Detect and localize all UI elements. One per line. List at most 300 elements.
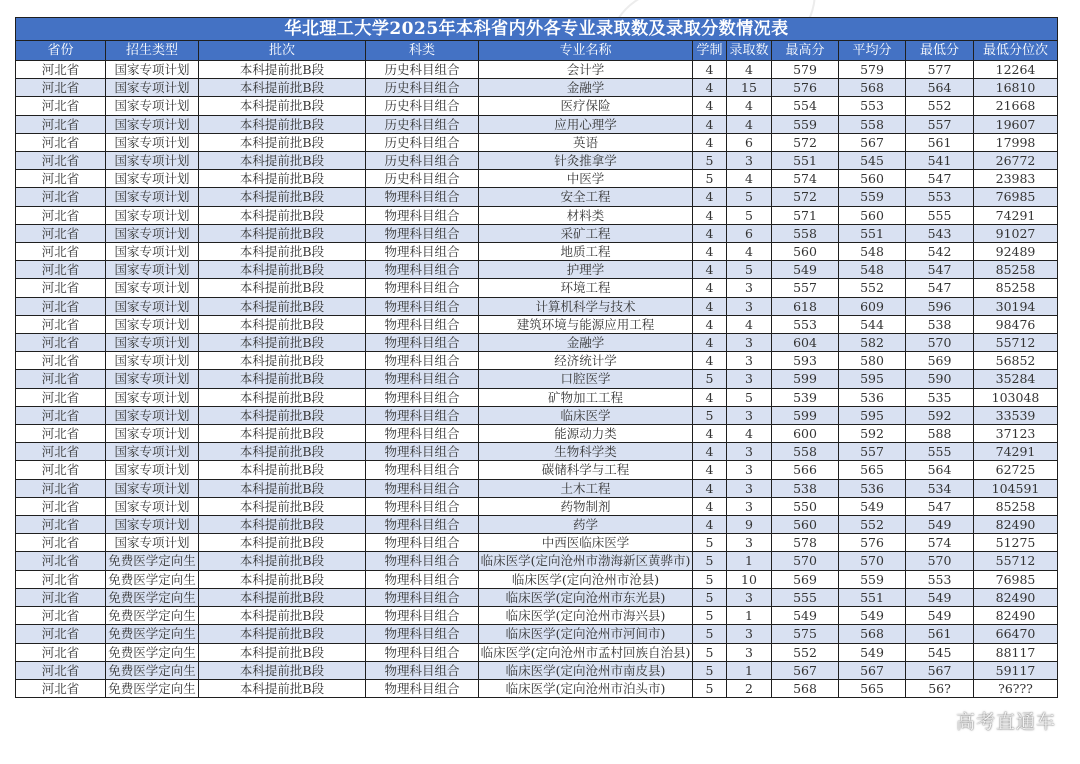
- cell-min-score: 552: [906, 97, 974, 115]
- cell-duration: 4: [693, 97, 727, 115]
- table-row: [16, 243, 1058, 261]
- table-row: [16, 97, 1058, 115]
- cell-max-score: 558: [772, 443, 839, 461]
- cell-enroll-type: 免费医学定向生: [106, 570, 199, 588]
- cell-avg-score: 552: [839, 279, 906, 297]
- cell-enroll-type: 国家专项计划: [106, 388, 199, 406]
- cell-enroll-type: 国家专项计划: [106, 425, 199, 443]
- cell-admitted-count: 1: [727, 607, 772, 625]
- cell-subject-category: 物理科目组合: [366, 497, 479, 515]
- cell-max-score: 566: [772, 461, 839, 479]
- cell-major-name: 临床医学(定向沧州市海兴县): [479, 607, 693, 625]
- cell-major-name: 药物制剂: [479, 497, 693, 515]
- cell-batch: 本科提前批B段: [199, 625, 366, 643]
- cell-major-name: 碳储科学与工程: [479, 461, 693, 479]
- cell-max-score: 571: [772, 206, 839, 224]
- table-row: [16, 224, 1058, 242]
- cell-province: 河北省: [16, 534, 106, 552]
- cell-min-score: 592: [906, 406, 974, 424]
- cell-min-rank: 30194: [974, 297, 1058, 315]
- cell-duration: 4: [693, 261, 727, 279]
- cell-admitted-count: 3: [727, 443, 772, 461]
- cell-batch: 本科提前批B段: [199, 607, 366, 625]
- table-row: [16, 516, 1058, 534]
- column-header-province: 省份: [16, 41, 106, 61]
- cell-min-rank: ?6???: [974, 679, 1058, 697]
- cell-major-name: 临床医学: [479, 406, 693, 424]
- table-body: [16, 61, 1058, 698]
- cell-min-rank: 12264: [974, 61, 1058, 79]
- cell-enroll-type: 国家专项计划: [106, 279, 199, 297]
- cell-avg-score: 592: [839, 425, 906, 443]
- cell-min-rank: 85258: [974, 497, 1058, 515]
- cell-admitted-count: 3: [727, 297, 772, 315]
- cell-avg-score: 551: [839, 224, 906, 242]
- cell-subject-category: 物理科目组合: [366, 479, 479, 497]
- cell-avg-score: 580: [839, 352, 906, 370]
- cell-province: 河北省: [16, 188, 106, 206]
- cell-major-name: 生物科学类: [479, 443, 693, 461]
- cell-admitted-count: 1: [727, 661, 772, 679]
- cell-duration: 4: [693, 188, 727, 206]
- cell-batch: 本科提前批B段: [199, 79, 366, 97]
- table-row: [16, 679, 1058, 697]
- cell-major-name: 口腔医学: [479, 370, 693, 388]
- table-row: [16, 115, 1058, 133]
- cell-duration: 4: [693, 516, 727, 534]
- cell-major-name: 采矿工程: [479, 224, 693, 242]
- cell-batch: 本科提前批B段: [199, 170, 366, 188]
- table-row: [16, 625, 1058, 643]
- table-row: [16, 334, 1058, 352]
- cell-subject-category: 物理科目组合: [366, 661, 479, 679]
- cell-duration: 4: [693, 61, 727, 79]
- cell-duration: 5: [693, 534, 727, 552]
- cell-duration: 4: [693, 388, 727, 406]
- cell-avg-score: 549: [839, 643, 906, 661]
- watermark-text: 高考直通车: [955, 711, 1056, 733]
- cell-batch: 本科提前批B段: [199, 643, 366, 661]
- cell-min-score: 553: [906, 570, 974, 588]
- cell-duration: 5: [693, 406, 727, 424]
- cell-duration: 4: [693, 297, 727, 315]
- column-header-min-rank: 最低分位次: [974, 41, 1058, 61]
- cell-duration: 4: [693, 115, 727, 133]
- cell-max-score: 618: [772, 297, 839, 315]
- cell-batch: 本科提前批B段: [199, 461, 366, 479]
- cell-min-score: 535: [906, 388, 974, 406]
- cell-enroll-type: 国家专项计划: [106, 115, 199, 133]
- cell-min-score: 541: [906, 152, 974, 170]
- cell-subject-category: 物理科目组合: [366, 279, 479, 297]
- cell-duration: 5: [693, 588, 727, 606]
- cell-min-score: 569: [906, 352, 974, 370]
- cell-min-score: 590: [906, 370, 974, 388]
- cell-min-rank: 92489: [974, 243, 1058, 261]
- cell-duration: 4: [693, 352, 727, 370]
- cell-admitted-count: 4: [727, 170, 772, 188]
- cell-admitted-count: 3: [727, 352, 772, 370]
- cell-avg-score: 567: [839, 133, 906, 151]
- cell-max-score: 600: [772, 425, 839, 443]
- cell-subject-category: 物理科目组合: [366, 315, 479, 333]
- cell-province: 河北省: [16, 443, 106, 461]
- cell-min-rank: 51275: [974, 534, 1058, 552]
- cell-admitted-count: 3: [727, 534, 772, 552]
- cell-avg-score: 552: [839, 516, 906, 534]
- cell-duration: 4: [693, 443, 727, 461]
- cell-avg-score: 560: [839, 206, 906, 224]
- cell-avg-score: 609: [839, 297, 906, 315]
- cell-province: 河北省: [16, 479, 106, 497]
- cell-avg-score: 559: [839, 570, 906, 588]
- cell-min-rank: 37123: [974, 425, 1058, 443]
- cell-enroll-type: 免费医学定向生: [106, 552, 199, 570]
- cell-avg-score: 557: [839, 443, 906, 461]
- cell-major-name: 矿物加工工程: [479, 388, 693, 406]
- cell-major-name: 环境工程: [479, 279, 693, 297]
- cell-avg-score: 536: [839, 479, 906, 497]
- cell-admitted-count: 5: [727, 206, 772, 224]
- cell-subject-category: 历史科目组合: [366, 61, 479, 79]
- cell-max-score: 599: [772, 406, 839, 424]
- cell-batch: 本科提前批B段: [199, 97, 366, 115]
- cell-subject-category: 历史科目组合: [366, 79, 479, 97]
- cell-admitted-count: 3: [727, 461, 772, 479]
- cell-batch: 本科提前批B段: [199, 516, 366, 534]
- cell-province: 河北省: [16, 79, 106, 97]
- cell-batch: 本科提前批B段: [199, 552, 366, 570]
- cell-subject-category: 物理科目组合: [366, 388, 479, 406]
- cell-max-score: 604: [772, 334, 839, 352]
- cell-duration: 5: [693, 552, 727, 570]
- cell-duration: 4: [693, 461, 727, 479]
- cell-avg-score: 582: [839, 334, 906, 352]
- cell-max-score: 554: [772, 97, 839, 115]
- cell-province: 河北省: [16, 552, 106, 570]
- cell-subject-category: 物理科目组合: [366, 588, 479, 606]
- cell-min-score: 570: [906, 552, 974, 570]
- table-row: [16, 588, 1058, 606]
- cell-major-name: 中医学: [479, 170, 693, 188]
- cell-min-score: 549: [906, 516, 974, 534]
- cell-enroll-type: 国家专项计划: [106, 61, 199, 79]
- table-row: [16, 607, 1058, 625]
- cell-province: 河北省: [16, 625, 106, 643]
- cell-duration: 4: [693, 425, 727, 443]
- cell-major-name: 临床医学(定向沧州市东光县): [479, 588, 693, 606]
- cell-max-score: 568: [772, 679, 839, 697]
- cell-min-rank: 82490: [974, 516, 1058, 534]
- cell-enroll-type: 免费医学定向生: [106, 607, 199, 625]
- cell-duration: 4: [693, 334, 727, 352]
- cell-min-score: 547: [906, 170, 974, 188]
- cell-province: 河北省: [16, 352, 106, 370]
- cell-min-score: 538: [906, 315, 974, 333]
- cell-enroll-type: 国家专项计划: [106, 352, 199, 370]
- cell-subject-category: 物理科目组合: [366, 243, 479, 261]
- cell-subject-category: 物理科目组合: [366, 261, 479, 279]
- cell-min-rank: 74291: [974, 206, 1058, 224]
- cell-major-name: 针灸推拿学: [479, 152, 693, 170]
- cell-major-name: 地质工程: [479, 243, 693, 261]
- cell-admitted-count: 2: [727, 679, 772, 697]
- cell-duration: 4: [693, 206, 727, 224]
- cell-min-rank: 62725: [974, 461, 1058, 479]
- cell-avg-score: 576: [839, 534, 906, 552]
- table-row: [16, 315, 1058, 333]
- cell-duration: 5: [693, 570, 727, 588]
- cell-major-name: 土木工程: [479, 479, 693, 497]
- cell-batch: 本科提前批B段: [199, 224, 366, 242]
- cell-min-rank: 35284: [974, 370, 1058, 388]
- cell-major-name: 临床医学(定向沧州市渤海新区黄骅市): [479, 552, 693, 570]
- cell-major-name: 临床医学(定向沧州市沧县): [479, 570, 693, 588]
- cell-min-score: 561: [906, 625, 974, 643]
- cell-duration: 5: [693, 643, 727, 661]
- cell-batch: 本科提前批B段: [199, 188, 366, 206]
- cell-batch: 本科提前批B段: [199, 679, 366, 697]
- cell-admitted-count: 4: [727, 97, 772, 115]
- cell-min-rank: 23983: [974, 170, 1058, 188]
- cell-admitted-count: 5: [727, 388, 772, 406]
- cell-province: 河北省: [16, 261, 106, 279]
- cell-avg-score: 579: [839, 61, 906, 79]
- cell-subject-category: 物理科目组合: [366, 370, 479, 388]
- cell-enroll-type: 国家专项计划: [106, 188, 199, 206]
- cell-major-name: 英语: [479, 133, 693, 151]
- table-row: [16, 643, 1058, 661]
- table-row: [16, 534, 1058, 552]
- cell-major-name: 计算机科学与技术: [479, 297, 693, 315]
- cell-batch: 本科提前批B段: [199, 261, 366, 279]
- cell-duration: 5: [693, 625, 727, 643]
- cell-major-name: 医疗保险: [479, 97, 693, 115]
- cell-max-score: 599: [772, 370, 839, 388]
- cell-subject-category: 物理科目组合: [366, 224, 479, 242]
- cell-duration: 4: [693, 79, 727, 97]
- cell-min-score: 588: [906, 425, 974, 443]
- cell-admitted-count: 4: [727, 61, 772, 79]
- cell-min-score: 555: [906, 206, 974, 224]
- cell-min-rank: 76985: [974, 188, 1058, 206]
- table-row: [16, 497, 1058, 515]
- cell-province: 河北省: [16, 279, 106, 297]
- column-header-enroll-type: 招生类型: [106, 41, 199, 61]
- cell-duration: 4: [693, 315, 727, 333]
- cell-max-score: 539: [772, 388, 839, 406]
- cell-enroll-type: 国家专项计划: [106, 534, 199, 552]
- cell-subject-category: 物理科目组合: [366, 297, 479, 315]
- cell-enroll-type: 国家专项计划: [106, 370, 199, 388]
- cell-max-score: 550: [772, 497, 839, 515]
- cell-admitted-count: 1: [727, 552, 772, 570]
- cell-max-score: 569: [772, 570, 839, 588]
- cell-max-score: 557: [772, 279, 839, 297]
- cell-major-name: 能源动力类: [479, 425, 693, 443]
- table-row: [16, 370, 1058, 388]
- cell-min-rank: 76985: [974, 570, 1058, 588]
- cell-duration: 5: [693, 170, 727, 188]
- table-row: [16, 661, 1058, 679]
- cell-max-score: 560: [772, 243, 839, 261]
- cell-subject-category: 历史科目组合: [366, 170, 479, 188]
- cell-admitted-count: 15: [727, 79, 772, 97]
- cell-batch: 本科提前批B段: [199, 352, 366, 370]
- cell-batch: 本科提前批B段: [199, 443, 366, 461]
- cell-admitted-count: 3: [727, 406, 772, 424]
- cell-avg-score: 553: [839, 97, 906, 115]
- cell-duration: 4: [693, 243, 727, 261]
- cell-batch: 本科提前批B段: [199, 388, 366, 406]
- cell-admitted-count: 4: [727, 315, 772, 333]
- cell-min-rank: 82490: [974, 607, 1058, 625]
- cell-admitted-count: 5: [727, 261, 772, 279]
- cell-avg-score: 548: [839, 261, 906, 279]
- cell-enroll-type: 国家专项计划: [106, 170, 199, 188]
- cell-province: 河北省: [16, 61, 106, 79]
- cell-duration: 4: [693, 479, 727, 497]
- cell-duration: 5: [693, 152, 727, 170]
- cell-max-score: 559: [772, 115, 839, 133]
- cell-max-score: 552: [772, 643, 839, 661]
- table-header-row: [16, 41, 1058, 61]
- cell-enroll-type: 国家专项计划: [106, 224, 199, 242]
- cell-enroll-type: 国家专项计划: [106, 406, 199, 424]
- cell-batch: 本科提前批B段: [199, 279, 366, 297]
- table-row: [16, 297, 1058, 315]
- cell-min-score: 549: [906, 607, 974, 625]
- cell-major-name: 建筑环境与能源应用工程: [479, 315, 693, 333]
- admission-table-container: [15, 17, 1057, 698]
- cell-enroll-type: 国家专项计划: [106, 315, 199, 333]
- cell-max-score: 572: [772, 133, 839, 151]
- cell-province: 河北省: [16, 152, 106, 170]
- cell-min-score: 596: [906, 297, 974, 315]
- cell-avg-score: 570: [839, 552, 906, 570]
- cell-avg-score: 549: [839, 607, 906, 625]
- table-row: [16, 552, 1058, 570]
- cell-avg-score: 549: [839, 497, 906, 515]
- cell-major-name: 临床医学(定向沧州市泊头市): [479, 679, 693, 697]
- table-row: [16, 443, 1058, 461]
- cell-duration: 5: [693, 661, 727, 679]
- cell-max-score: 549: [772, 607, 839, 625]
- cell-province: 河北省: [16, 516, 106, 534]
- cell-province: 河北省: [16, 661, 106, 679]
- cell-enroll-type: 国家专项计划: [106, 443, 199, 461]
- cell-subject-category: 物理科目组合: [366, 570, 479, 588]
- cell-max-score: 553: [772, 315, 839, 333]
- cell-subject-category: 物理科目组合: [366, 625, 479, 643]
- cell-batch: 本科提前批B段: [199, 570, 366, 588]
- cell-province: 河北省: [16, 425, 106, 443]
- cell-max-score: 575: [772, 625, 839, 643]
- cell-min-score: 577: [906, 61, 974, 79]
- table-row: [16, 461, 1058, 479]
- cell-admitted-count: 3: [727, 334, 772, 352]
- table-row: [16, 170, 1058, 188]
- cell-enroll-type: 国家专项计划: [106, 497, 199, 515]
- cell-subject-category: 物理科目组合: [366, 461, 479, 479]
- cell-province: 河北省: [16, 388, 106, 406]
- cell-province: 河北省: [16, 643, 106, 661]
- cell-major-name: 护理学: [479, 261, 693, 279]
- cell-min-rank: 19607: [974, 115, 1058, 133]
- cell-duration: 5: [693, 370, 727, 388]
- cell-max-score: 579: [772, 61, 839, 79]
- cell-subject-category: 物理科目组合: [366, 534, 479, 552]
- cell-major-name: 临床医学(定向沧州市南皮县): [479, 661, 693, 679]
- table-row: [16, 479, 1058, 497]
- cell-admitted-count: 4: [727, 425, 772, 443]
- cell-min-rank: 55712: [974, 334, 1058, 352]
- cell-min-rank: 33539: [974, 406, 1058, 424]
- cell-min-score: 56?: [906, 679, 974, 697]
- table-row: [16, 352, 1058, 370]
- table-row: [16, 570, 1058, 588]
- cell-province: 河北省: [16, 133, 106, 151]
- cell-batch: 本科提前批B段: [199, 206, 366, 224]
- cell-subject-category: 物理科目组合: [366, 643, 479, 661]
- cell-max-score: 593: [772, 352, 839, 370]
- cell-min-score: 534: [906, 479, 974, 497]
- cell-min-score: 549: [906, 588, 974, 606]
- cell-min-score: 543: [906, 224, 974, 242]
- cell-min-score: 574: [906, 534, 974, 552]
- table-row: [16, 425, 1058, 443]
- cell-min-score: 570: [906, 334, 974, 352]
- cell-min-rank: 85258: [974, 279, 1058, 297]
- cell-batch: 本科提前批B段: [199, 152, 366, 170]
- cell-avg-score: 595: [839, 370, 906, 388]
- table-row: [16, 388, 1058, 406]
- cell-enroll-type: 免费医学定向生: [106, 643, 199, 661]
- cell-min-rank: 16810: [974, 79, 1058, 97]
- cell-enroll-type: 国家专项计划: [106, 261, 199, 279]
- cell-max-score: 555: [772, 588, 839, 606]
- cell-min-score: 564: [906, 461, 974, 479]
- column-header-admitted-count: 录取数: [727, 41, 772, 61]
- cell-min-rank: 85258: [974, 261, 1058, 279]
- cell-major-name: 药学: [479, 516, 693, 534]
- cell-major-name: 中西医临床医学: [479, 534, 693, 552]
- cell-min-score: 547: [906, 497, 974, 515]
- cell-province: 河北省: [16, 97, 106, 115]
- cell-batch: 本科提前批B段: [199, 115, 366, 133]
- cell-avg-score: 544: [839, 315, 906, 333]
- cell-duration: 5: [693, 679, 727, 697]
- cell-enroll-type: 国家专项计划: [106, 334, 199, 352]
- cell-batch: 本科提前批B段: [199, 133, 366, 151]
- column-header-batch: 批次: [199, 41, 366, 61]
- cell-subject-category: 历史科目组合: [366, 152, 479, 170]
- cell-admitted-count: 9: [727, 516, 772, 534]
- cell-avg-score: 536: [839, 388, 906, 406]
- cell-enroll-type: 免费医学定向生: [106, 625, 199, 643]
- cell-max-score: 538: [772, 479, 839, 497]
- cell-min-rank: 56852: [974, 352, 1058, 370]
- cell-enroll-type: 国家专项计划: [106, 206, 199, 224]
- cell-enroll-type: 国家专项计划: [106, 133, 199, 151]
- cell-avg-score: 560: [839, 170, 906, 188]
- cell-min-score: 547: [906, 279, 974, 297]
- cell-duration: 5: [693, 607, 727, 625]
- cell-min-score: 561: [906, 133, 974, 151]
- cell-subject-category: 物理科目组合: [366, 425, 479, 443]
- cell-min-rank: 55712: [974, 552, 1058, 570]
- cell-max-score: 567: [772, 661, 839, 679]
